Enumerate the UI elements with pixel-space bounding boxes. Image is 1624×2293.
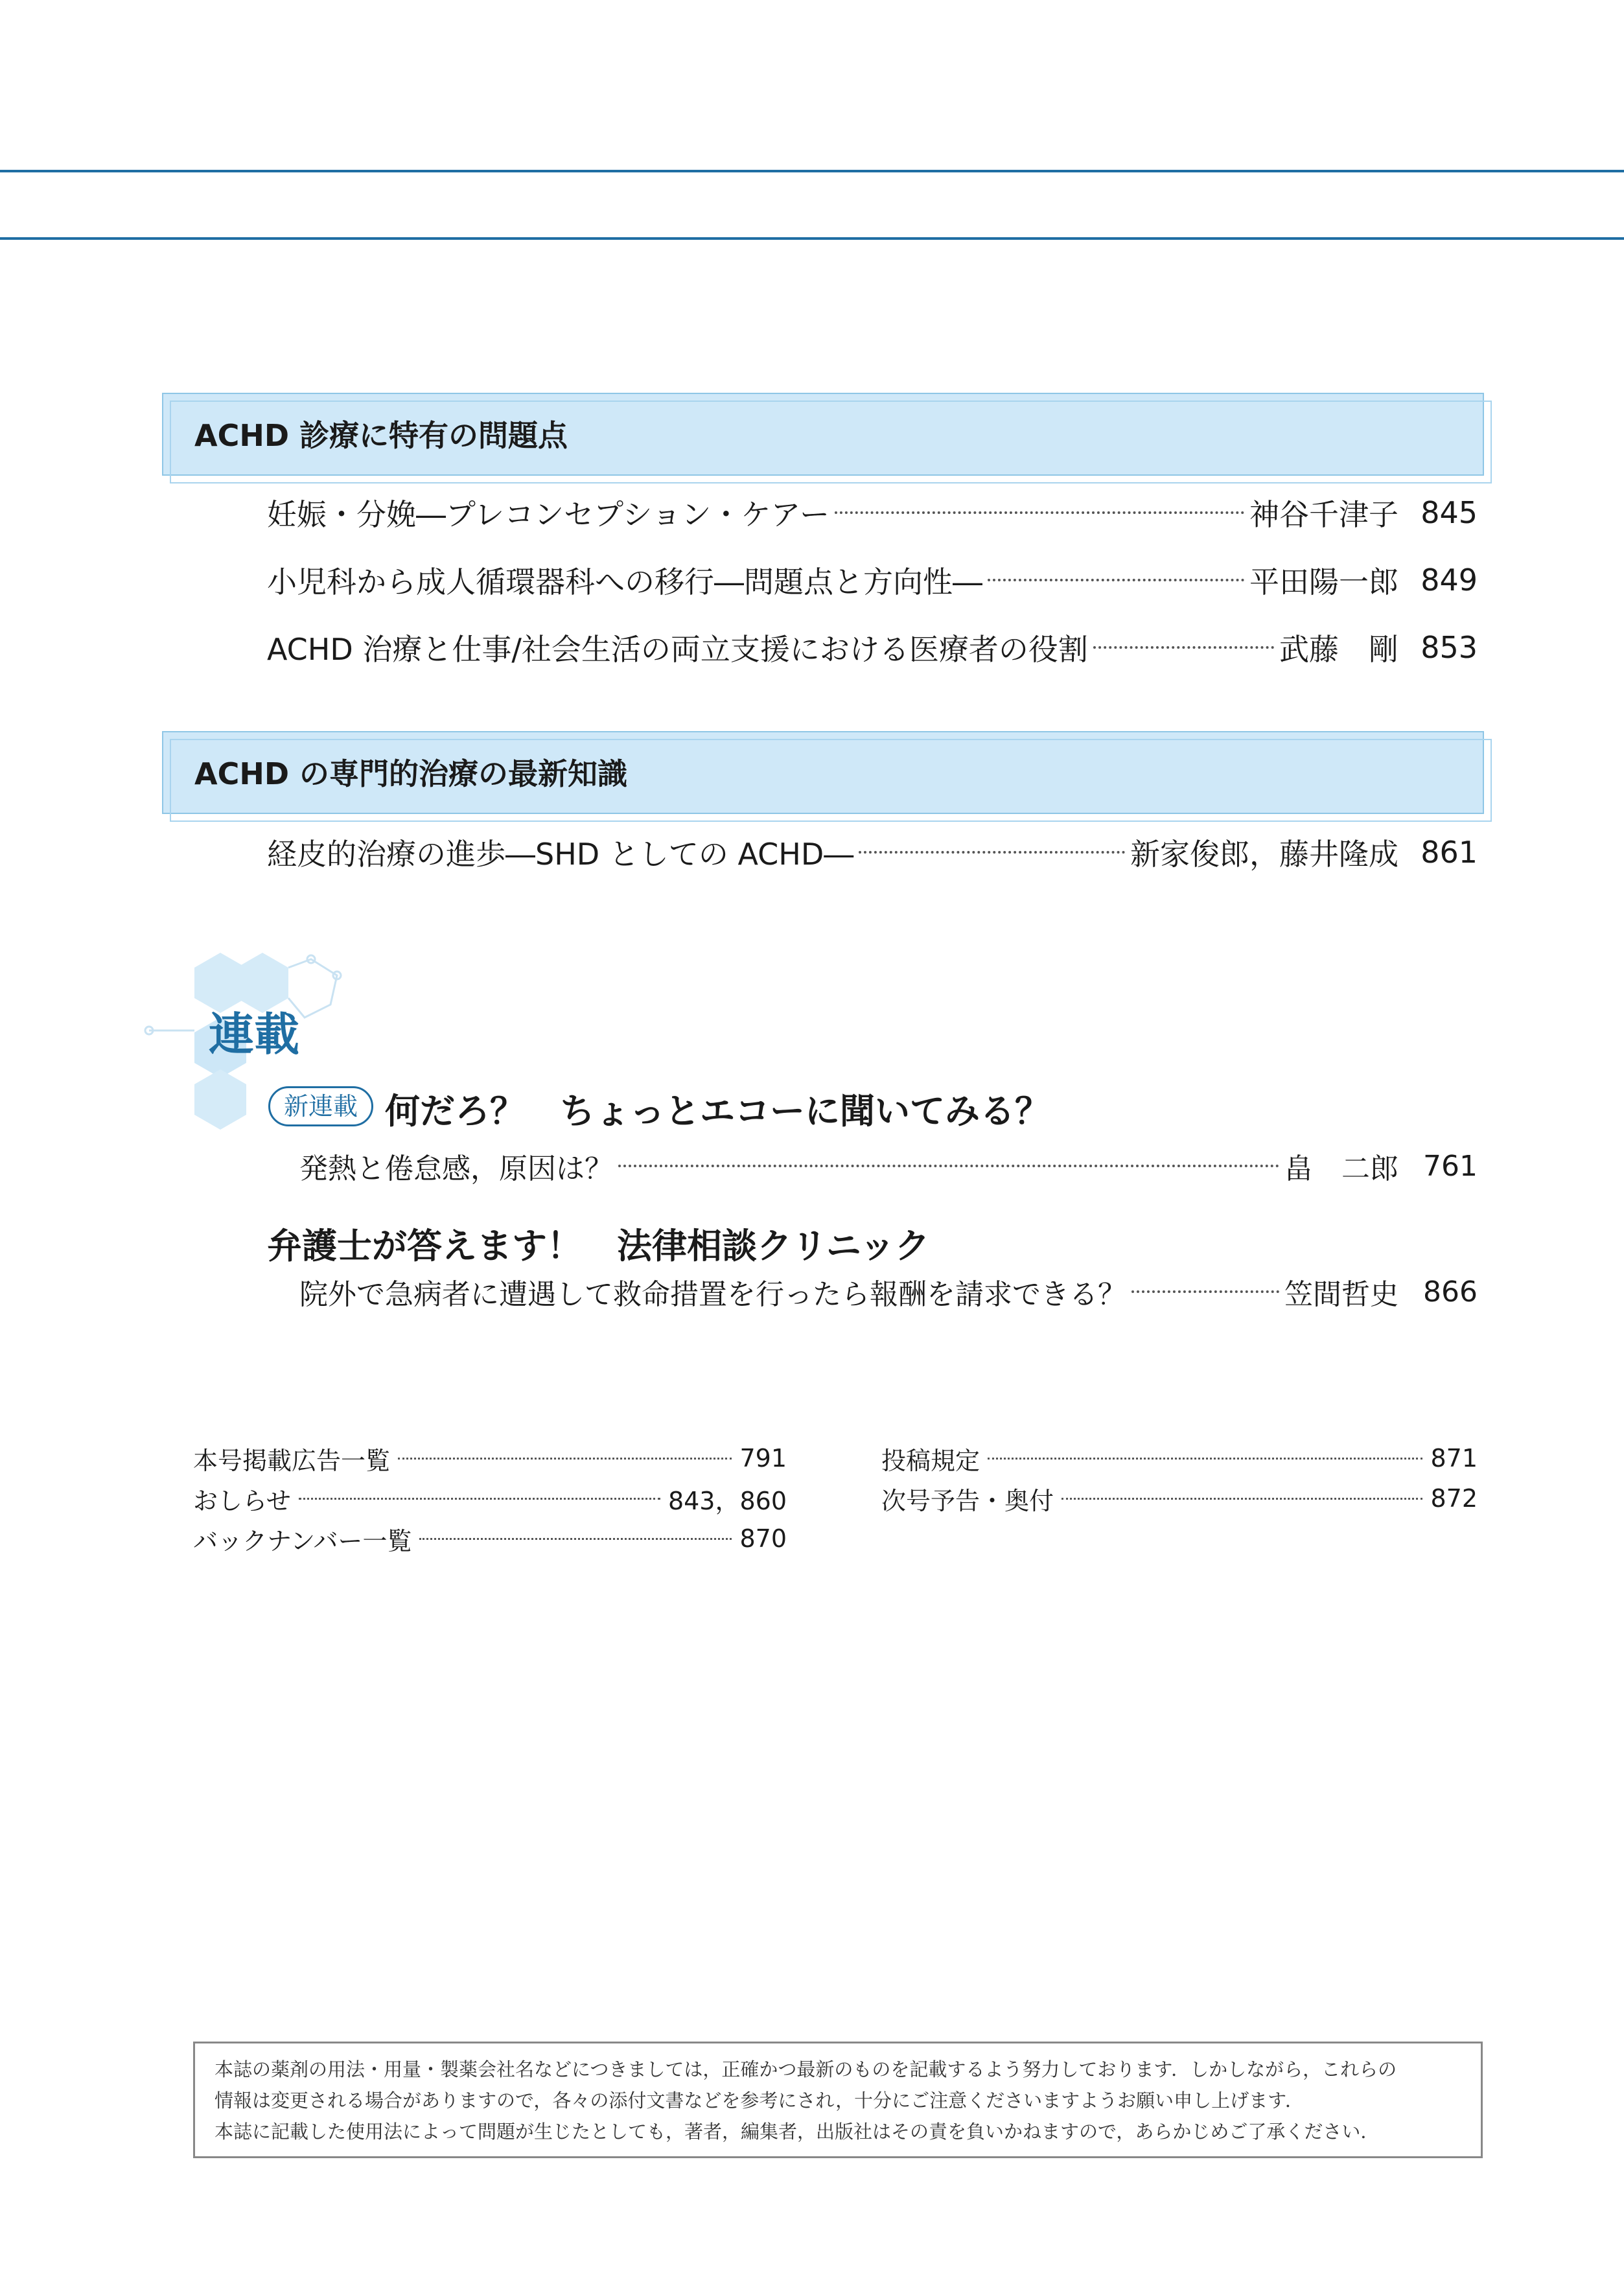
misc-page: 843，860	[667, 1486, 787, 1515]
leader-dots	[1061, 1498, 1422, 1500]
disclaimer-line: 本誌に記載した使用法によって問題が生じたとしても，著者，編集者，出版社はその責を負いかねますので，あらかじめご了承ください．	[215, 2121, 1380, 2143]
misc-entry[interactable]	[193, 1520, 787, 1557]
entry-page: 853	[1421, 630, 1478, 665]
rensai-heading: 連載	[209, 1008, 299, 1061]
toc-entry[interactable]	[267, 490, 1478, 535]
entry-title: 小児科から成人循環器科への移行―問題点と方向性―	[267, 565, 982, 599]
series-title: 弁護士が答えます！ 法律相談クリニック	[267, 1226, 930, 1266]
entry-page: 866	[1423, 1275, 1478, 1309]
disclaimer-line: 情報は変更される場合がありますので，各々の添付文書などを参考にされ，十分にご注意くださいますようお願い申し上げます．	[215, 2089, 1304, 2112]
misc-page: 872	[1430, 1484, 1478, 1513]
entry-author: 新家俊郎，藤井隆成	[1130, 837, 1398, 872]
misc-title: 本号掲載広告一覧	[193, 1446, 391, 1475]
entry-author: 神谷千津子	[1249, 497, 1398, 532]
entry-title: ACHD 治療と仕事/社会生活の両立支援における医療者の役割	[267, 632, 1088, 667]
toc-entry[interactable]	[267, 557, 1478, 603]
toc-entry[interactable]	[299, 1269, 1478, 1314]
section-header	[162, 731, 1484, 814]
top-rule-2	[0, 237, 1624, 240]
entry-title: 妊娠・分娩―プレコンセプション・ケアー	[267, 497, 830, 532]
leader-dots	[618, 1165, 1279, 1167]
misc-entry[interactable]	[881, 1480, 1478, 1517]
misc-entry[interactable]	[193, 1480, 787, 1517]
misc-page: 871	[1430, 1444, 1478, 1472]
toc-entry[interactable]	[267, 625, 1478, 670]
entry-author: 平田陽一郎	[1249, 565, 1398, 599]
top-rule-1	[0, 170, 1624, 172]
leader-dots	[1093, 646, 1274, 649]
entry-page: 861	[1421, 835, 1478, 870]
leader-dots	[835, 511, 1244, 514]
entry-title: 発熱と倦怠感，原因は？	[299, 1152, 613, 1185]
section-header	[162, 393, 1484, 476]
entry-page: 845	[1421, 495, 1478, 530]
misc-page: 791	[739, 1444, 787, 1472]
entry-page: 849	[1421, 563, 1478, 598]
leader-dots	[988, 1458, 1422, 1460]
leader-dots	[859, 851, 1125, 854]
leader-dots	[419, 1538, 732, 1540]
misc-title: 次号予告・奥付	[881, 1486, 1054, 1515]
leader-dots	[988, 579, 1244, 581]
leader-dots	[299, 1498, 660, 1500]
disclaimer-line: 本誌の薬剤の用法・用量・製薬会社名などにつきましては，正確かつ最新のものを記載するよう努力しております．しかしながら，これらの	[215, 2058, 1397, 2080]
toc-entry[interactable]	[299, 1143, 1478, 1189]
entry-author: 武藤 剛	[1279, 632, 1398, 667]
misc-entry[interactable]	[881, 1440, 1478, 1476]
leader-dots	[398, 1458, 732, 1460]
entry-title: 院外で急病者に遭遇して救命措置を行ったら報酬を請求できる？	[299, 1278, 1126, 1311]
misc-entry[interactable]	[193, 1440, 787, 1476]
misc-title: おしらせ	[193, 1486, 291, 1515]
misc-title: バックナンバー一覧	[193, 1526, 412, 1555]
new-series-badge: 新連載	[268, 1086, 373, 1126]
entry-author: 笠間哲史	[1284, 1278, 1398, 1311]
section-title: ACHD 診療に特有の問題点	[194, 418, 568, 453]
section-title: ACHD の専門的治療の最新知識	[194, 756, 628, 791]
entry-author: 畠 二郎	[1284, 1152, 1398, 1185]
entry-page: 761	[1423, 1149, 1478, 1183]
misc-page: 870	[739, 1524, 787, 1553]
leader-dots	[1131, 1290, 1279, 1293]
misc-title: 投稿規定	[881, 1446, 980, 1475]
series-title: 何だろ？ ちょっとエコーに聞いてみる？	[385, 1091, 1050, 1132]
toc-entry[interactable]	[267, 830, 1478, 875]
entry-title: 経皮的治療の進歩―SHD としての ACHD―	[267, 837, 854, 872]
disclaimer-box	[193, 2042, 1483, 2158]
